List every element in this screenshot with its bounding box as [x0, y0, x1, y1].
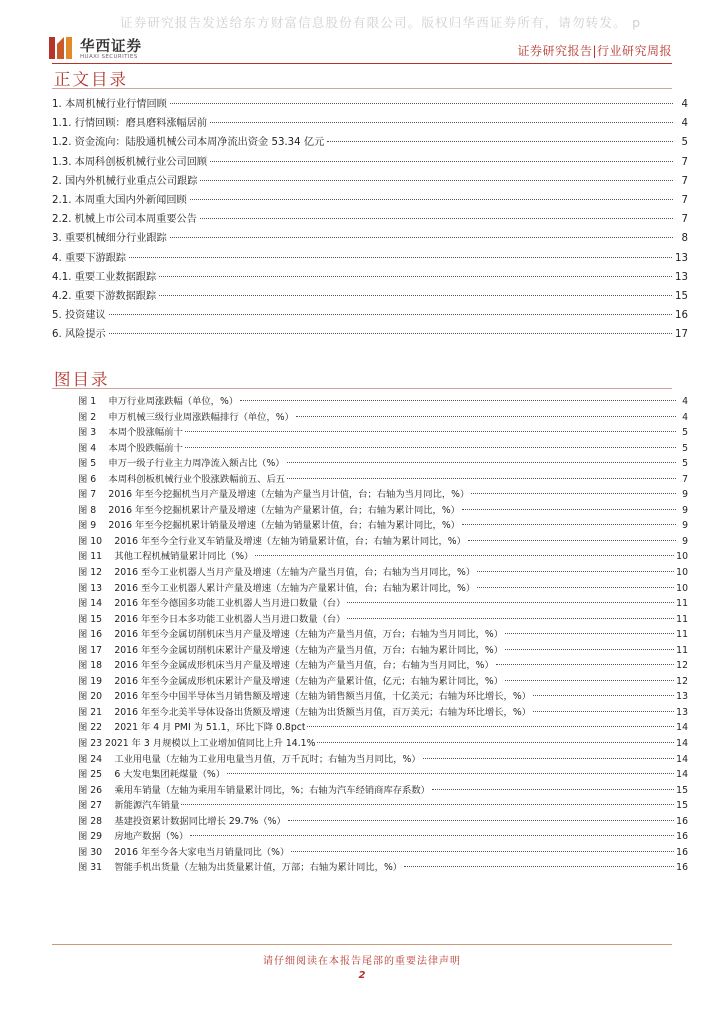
figure-entry-label: 图 19 2016 年至今金属成形机床累计产量及增速（左轴为产量累计值，亿元；右轴为累计同比，%）: [78, 675, 504, 687]
leader-dots: [159, 276, 672, 277]
leader-dots: [317, 742, 674, 743]
figure-entry-page: 11: [676, 644, 688, 656]
leader-dots: [496, 664, 674, 665]
figure-entry-page: 14: [676, 753, 688, 765]
figure-entry-label: 图 26 乘用车销量（左轴为乘用车销量累计同比，%；右轴为汽车经销商库存系数）: [78, 784, 430, 796]
figure-entry-label: 图 21 2016 年至今北美半导体设备出货额及增速（左轴为出货额当月值，百万美元；右轴为环比增长，%）: [78, 706, 531, 718]
leader-dots: [190, 199, 673, 200]
figure-entry-page: 10: [676, 567, 688, 579]
figure-entry-page: 14: [676, 769, 688, 781]
logo-name-cn: 华西证券: [80, 39, 142, 55]
toc-entry-page: 7: [681, 194, 688, 206]
toc-entry-page: 4: [681, 118, 688, 130]
figure-entry[interactable]: [78, 486, 688, 502]
figure-entry-page: 15: [676, 784, 688, 796]
figure-entry-page: 9: [682, 504, 688, 516]
leader-dots: [347, 618, 674, 619]
leader-dots: [327, 141, 673, 142]
footer-divider: [52, 944, 672, 945]
toc-entry[interactable]: [52, 325, 688, 344]
figure-entry-label: 图 15 2016 年至今日本多功能工业机器人当月进口数量（台）: [78, 613, 346, 625]
figure-entry-page: 12: [676, 660, 688, 672]
figure-entry-page: 16: [676, 846, 688, 858]
leader-dots: [477, 587, 674, 588]
figure-entry[interactable]: [78, 471, 688, 487]
leader-dots: [505, 649, 674, 650]
toc-entry-label: 1.3. 本周科创板机械行业公司回顾: [52, 156, 208, 168]
figure-entry-page: 9: [682, 520, 688, 532]
figure-title-divider: [52, 388, 672, 389]
figure-entry[interactable]: [78, 580, 688, 596]
figure-entry-label: 图 31 智能手机出货量（左轴为出货量累计值，万部；右轴为累计同比，%）: [78, 862, 403, 874]
figure-entry[interactable]: [78, 704, 688, 720]
toc-entry-page: 15: [675, 290, 688, 302]
figure-entry[interactable]: [78, 455, 688, 471]
figure-entry-label: 图 4 本周个股跌幅前十: [78, 442, 183, 454]
leader-dots: [533, 711, 674, 712]
leader-dots: [287, 478, 676, 479]
figure-entry[interactable]: [78, 424, 688, 440]
leader-dots: [291, 851, 674, 852]
legal-notice: 请仔细阅读在本报告尾部的重要法律声明: [263, 956, 461, 967]
figure-entry[interactable]: [78, 813, 688, 829]
toc-entry-label: 1. 本周机械行业行情回顾: [52, 99, 167, 110]
figure-entry-page: 4: [682, 411, 688, 423]
toc-entry-page: 5: [681, 137, 688, 149]
leader-dots: [505, 633, 674, 634]
leader-dots: [159, 295, 672, 296]
figure-entry-label: 图 1 申万行业周涨跌幅（单位，%）: [78, 396, 239, 407]
figure-entry[interactable]: [78, 564, 688, 580]
figure-entry-page: 4: [682, 396, 688, 407]
toc-entry[interactable]: [52, 191, 688, 210]
toc-entry-page: 7: [681, 214, 688, 226]
toc-entry[interactable]: [52, 249, 688, 268]
toc-entry[interactable]: [52, 229, 688, 248]
leader-dots: [468, 540, 676, 541]
figure-entry-page: 15: [676, 800, 688, 812]
toc-entry[interactable]: [52, 210, 688, 229]
figure-entry[interactable]: [78, 548, 688, 564]
figure-entry[interactable]: [78, 797, 688, 813]
figure-entry[interactable]: [78, 533, 688, 549]
toc-entry-label: 5. 投资建议: [52, 310, 106, 322]
toc-entry-page: 8: [681, 233, 688, 245]
figure-entry-page: 5: [682, 427, 688, 439]
leader-dots: [185, 447, 676, 448]
figure-entry-label: 图 3 本周个股涨幅前十: [78, 427, 183, 439]
huaxi-logo-icon: [48, 34, 76, 62]
toc-entry-page: 17: [675, 329, 688, 341]
toc-entry-label: 4.2. 重要下游数据跟踪: [52, 290, 157, 302]
report-type-label: 证券研究报告|行业研究周报: [517, 44, 672, 58]
logo-name-en: HUAXI SECURITIES: [80, 54, 138, 60]
toc-entry-label: 2.2. 机械上市公司本周重要公告: [52, 214, 197, 226]
leader-dots: [210, 161, 673, 162]
leader-dots: [423, 758, 674, 759]
leader-dots: [185, 431, 676, 432]
figure-entry[interactable]: [78, 844, 688, 860]
figure-entry-label: 图 16 2016 年至今金属切削机床当月产量及增速（左轴为产量当月值，万台；右轴为当月同比，%）: [78, 629, 504, 641]
figure-entry-label: 图 18 2016 年至今金属成形机床当月产量及增速（左轴为产量当月值，台；右轴为当月同比，%）: [78, 660, 494, 672]
leader-dots: [505, 680, 674, 681]
figure-entry-page: 13: [676, 691, 688, 703]
toc-entry-label: 1.1. 行情回顾：磨具磨料涨幅居前: [52, 118, 208, 130]
figure-entry-page: 11: [676, 629, 688, 641]
figure-entry[interactable]: [78, 440, 688, 456]
figure-entry-label: 图 10 2016 年至今全行业叉车销量及增速（左轴为销量累计值，台；右轴为累计同比，%）: [78, 535, 466, 547]
figure-entry-page: 12: [676, 675, 688, 687]
leader-dots: [181, 804, 674, 805]
figure-entry[interactable]: [78, 626, 688, 642]
figure-entry-page: 5: [682, 458, 688, 470]
figure-entry[interactable]: [78, 859, 688, 875]
toc-entry-label: 2. 国内外机械行业重点公司跟踪: [52, 175, 198, 187]
leader-dots: [109, 333, 672, 334]
leader-dots: [404, 866, 674, 867]
leader-dots: [170, 103, 673, 104]
leader-dots: [287, 462, 676, 463]
leader-dots: [462, 509, 676, 510]
figure-entry-label: 图 5 申万一级子行业主力周净流入额占比（%）: [78, 458, 285, 470]
leader-dots: [200, 180, 673, 181]
figure-entry-page: 10: [676, 551, 688, 563]
leader-dots: [288, 820, 674, 821]
figure-entry-page: 7: [682, 473, 688, 485]
figure-entry-page: 14: [676, 738, 688, 750]
figure-entry-label: 图 28 基建投资累计数据同比增长 29.7%（%）: [78, 815, 286, 827]
figure-entry-label: 图 2 申万机械三级行业周涨跌幅排行（单位，%）: [78, 411, 294, 423]
leader-dots: [307, 726, 674, 727]
company-logo: [48, 34, 198, 64]
leader-dots: [296, 416, 676, 417]
figure-entry-page: 9: [682, 489, 688, 501]
toc-entry[interactable]: [52, 133, 688, 152]
leader-dots: [255, 555, 674, 556]
figure-entry[interactable]: [78, 735, 688, 751]
toc-entry-label: 1.2. 资金流向：陆股通机械公司本周净流出资金 53.34 亿元: [52, 137, 325, 149]
figure-list: [78, 393, 688, 875]
toc-entry-page: 7: [681, 175, 688, 187]
toc-entry[interactable]: [52, 306, 688, 325]
figure-entry-label: 图 24 工业用电量（左轴为工业用电量当月值，万千瓦时；右轴为当月同比，%）: [78, 753, 421, 765]
leader-dots: [210, 122, 673, 123]
figure-entry-label: 图 6 本周科创板机械行业个股涨跌幅前五、后五: [78, 473, 286, 485]
leader-dots: [170, 237, 673, 238]
leader-dots: [227, 773, 674, 774]
toc-entry-label: 6. 风险提示: [52, 329, 106, 341]
figure-entry-label: 图 7 2016 年至今挖掘机当月产量及增速（左轴为产量当月计值，台；右轴为当月同比，%）: [78, 489, 470, 501]
figure-entry[interactable]: [78, 595, 688, 611]
figure-entry-label: 图 30 2016 年至今各大家电当月销量同比（%）: [78, 846, 290, 858]
figure-entry[interactable]: [78, 393, 688, 409]
leader-dots: [129, 257, 672, 258]
leader-dots: [533, 695, 674, 696]
figure-entry[interactable]: [78, 611, 688, 627]
toc-entry-page: 13: [675, 252, 688, 264]
toc-entry-page: 7: [681, 156, 688, 168]
page-number: 2: [358, 970, 366, 981]
leader-dots: [200, 218, 673, 219]
toc-entry[interactable]: [52, 114, 688, 133]
toc-entry-page: 16: [675, 310, 688, 322]
figure-entry-label: 图 14 2016 年至今德国多功能工业机器人当月进口数量（台）: [78, 598, 346, 610]
toc-entry-label: 4. 重要下游跟踪: [52, 252, 127, 264]
figure-entry-label: 图 12 2016 至今工业机器人当月产量及增速（左轴为产量当月值，台；右轴为当月同比，%）: [78, 567, 476, 579]
figure-entry-label: 图 22 2021 年 4 月 PMI 为 51.1，环比下降 0.8pct: [78, 722, 306, 734]
figure-entry-page: 5: [682, 442, 688, 454]
figure-entry[interactable]: [78, 502, 688, 518]
toc-title: 正文目录: [54, 70, 128, 89]
leader-dots: [432, 789, 674, 790]
figure-entry-label: 图 11 其他工程机械销量累计同比（%）: [78, 551, 254, 563]
figure-entry-label: 图 9 2016 年至今挖掘机累计销量及增速（左轴为销量累计值，台；右轴为累计同比，%）: [78, 520, 460, 532]
toc-list: [52, 95, 688, 344]
figure-list-title: 图目录: [54, 370, 110, 389]
figure-entry-page: 13: [676, 706, 688, 718]
watermark-text: 证券研究报告发送给东方财富信息股份有限公司。版权归华西证券所有，请勿转发。 p: [120, 15, 642, 30]
leader-dots: [347, 602, 674, 603]
toc-entry[interactable]: [52, 287, 688, 306]
figure-entry-label: 图 23 2021 年 3 月规模以上工业增加值同比上升 14.1%: [78, 738, 316, 750]
toc-entry-page: 13: [675, 271, 688, 283]
figure-entry-page: 16: [676, 815, 688, 827]
figure-entry[interactable]: [78, 642, 688, 658]
toc-entry[interactable]: [52, 153, 688, 172]
figure-entry-label: 图 20 2016 年至今中国半导体当月销售额及增速（左轴为销售额当月值，十亿美元；右轴为环比增长，%）: [78, 691, 531, 703]
figure-entry-label: 图 17 2016 年至今金属切削机床累计产量及增速（左轴为产量当月值，万台；右轴为累计同比，%）: [78, 644, 504, 656]
toc-entry-label: 4.1. 重要工业数据跟踪: [52, 271, 157, 283]
figure-entry-page: 16: [676, 862, 688, 874]
figure-entry-page: 10: [676, 582, 688, 594]
figure-entry[interactable]: [78, 828, 688, 844]
figure-entry[interactable]: [78, 751, 688, 767]
toc-entry[interactable]: [52, 268, 688, 287]
leader-dots: [240, 400, 676, 401]
figure-entry-label: 图 8 2016 年至今挖掘机累计产量及增速（左轴为产量累计值，台；右轴为累计同比，%）: [78, 504, 460, 516]
figure-entry[interactable]: [78, 782, 688, 798]
leader-dots: [471, 493, 676, 494]
figure-entry-page: 11: [676, 613, 688, 625]
toc-entry-label: 2.1. 本周重大国内外新闻回顾: [52, 194, 187, 206]
toc-entry[interactable]: [52, 95, 688, 114]
figure-entry[interactable]: [78, 688, 688, 704]
toc-entry[interactable]: [52, 172, 688, 191]
figure-entry-page: 16: [676, 831, 688, 843]
figure-entry[interactable]: [78, 517, 688, 533]
figure-entry-page: 14: [676, 722, 688, 734]
leader-dots: [109, 314, 672, 315]
figure-entry[interactable]: [78, 673, 688, 689]
figure-entry-label: 图 25 6 大发电集团耗煤量（%）: [78, 769, 226, 781]
figure-entry[interactable]: [78, 657, 688, 673]
leader-dots: [462, 524, 676, 525]
figure-entry[interactable]: [78, 766, 688, 782]
figure-entry-page: 9: [682, 535, 688, 547]
toc-entry-page: 4: [681, 99, 688, 110]
figure-entry-label: 图 27 新能源汽车销量: [78, 800, 180, 812]
figure-entry[interactable]: [78, 719, 688, 735]
figure-entry[interactable]: [78, 409, 688, 425]
leader-dots: [477, 571, 674, 572]
figure-entry-label: 图 29 房地产数据（%）: [78, 831, 189, 843]
toc-title-divider: [52, 88, 672, 89]
figure-entry-page: 11: [676, 598, 688, 610]
figure-entry-label: 图 13 2016 至今工业机器人累计产量及增速（左轴为产量累计值，台；右轴为累计同比，%）: [78, 582, 476, 594]
header-divider: [52, 63, 672, 64]
leader-dots: [190, 835, 674, 836]
toc-entry-label: 3. 重要机械细分行业跟踪: [52, 233, 167, 245]
